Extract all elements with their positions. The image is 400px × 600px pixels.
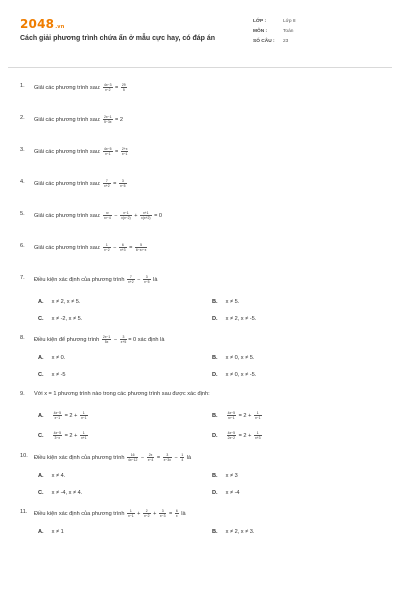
question-1 [20,77,390,109]
answer-options [20,525,390,542]
question-number: 7. [20,275,25,281]
option-a[interactable]: A. x ≠ 4. [38,473,66,479]
question-number: 11. [20,509,28,515]
meta-label: MÔN : [253,29,268,34]
question-text: Giải các phương trình sau: $\frac{7}{x+2}$ = $\frac{3}{x-5}$ [34,179,126,188]
formula-fraction: $\frac{x+1}{x(x+2)}$ [141,211,151,220]
answer-options [20,407,390,427]
option-d[interactable]: D. x ≠ 2, x ≠ -5. [212,316,257,322]
formula-fraction: $\frac{3}{x-5}$ [119,179,126,188]
formula-fraction: $\frac{5}{\text{6−x²−x}}$ [135,243,147,252]
formula-fraction: $\frac{16}{4x-12}$ [128,453,138,462]
formula-fraction: $\frac{2+x}{x-1}$ [121,147,128,156]
question-number: 2. [20,115,25,121]
question-text: Giải các phương trình sau: $\frac{\text{x²}}{\text{x²−4}}$ − $\frac{x-1}{x(x-2)}$ + $\frac{x+1}{x(x+2)}$ = 0 [34,211,163,220]
meta-value: 23 [283,39,289,44]
answer-options [20,486,390,503]
question-text: Điều kiện xác định của phương trình $\frac{1}{x-1}$ + $\frac{2}{x-2}$ + $\frac{3}{x-3}$ = $\frac{6}{x}$ là [34,509,186,518]
question-text: Điều kiện xác định của phương trình $\frac{7}{x+2}$ − $\frac{3}{x-5}$ là [34,275,158,284]
question-text: Giải các phương trình sau: $\frac{4x-5}{x-1}$ = $\frac{2+x}{x-1}$ [34,147,128,156]
formula-fraction: $\frac{7}{x+2}$ [128,275,134,284]
question-number: 4. [20,179,25,185]
question-8 [20,329,390,351]
question-text: Điều kiện để phương trình $\frac{2x-1}{5x}$ − $\frac{3}{x+5}$ = 0 xác định là [34,335,165,344]
formula-fraction: $\frac{3}{x-5}$ [143,275,150,284]
formula-fraction: $\frac{2x-1}{5x}$ [102,335,111,344]
question-number: 9. [20,391,25,397]
option-b[interactable]: B. x ≠ 5. [212,299,240,305]
question-9 [20,385,390,407]
question-text: Điều kiện xác định của phương trình $\frac{16}{4x-12}$ − $\frac{2x}{x-4}$ = $\frac{3}{x-3x}$ − $\frac{1}{4}$ là [34,453,192,462]
option-c[interactable]: C. $\frac{4x-5}{3-x}$ = 2 + $\frac{1}{x+1}$ [38,431,87,440]
meta-value: Toán [283,29,294,34]
formula-fraction: $\frac{2x-1}{5-3x}$ [104,115,112,124]
formula-fraction: $\frac{29}{5}$ [121,83,126,92]
formula-fraction: $\frac{6}{x}$ [175,509,178,518]
option-b[interactable]: B. $\frac{4x-5}{\text{x²−1}}$ = 2 + $\frac{1}{x-1}$ [212,411,261,420]
question-text: Với x = 1 phương trình nào trong các phương trình sau được xác định: [34,391,210,397]
question-number: 1. [20,83,25,89]
question-7 [20,269,390,295]
formula-fraction: $\frac{2}{x-2}$ [143,509,150,518]
answer-options [20,368,390,385]
answer-options [20,312,390,329]
question-3 [20,141,390,173]
option-a[interactable]: A. x ≠ 1 [38,529,64,535]
option-b[interactable]: B. x ≠ 2, x ≠ 3. [212,529,255,535]
answer-options [20,295,390,312]
formula-fraction: $\frac{4x-3}{x-2}$ [104,83,112,92]
formula-fraction: $\frac{3}{x+5}$ [120,335,127,344]
option-d[interactable]: D. x ≠ 0, x ≠ -5. [212,372,257,378]
formula-fraction: $\frac{\text{x²}}{\text{x²−4}}$ [104,211,111,220]
question-text: Giải các phương trình sau: $\frac{4x-3}{x-2}$ = $\frac{29}{5}$ [34,83,126,92]
question-number: 5. [20,211,25,217]
formula-fraction: $\frac{3}{x-3x}$ [163,453,171,462]
question-number: 6. [20,243,25,249]
option-d[interactable]: D. x ≠ -4 [212,490,240,496]
option-a[interactable]: A. $\frac{4x-5}{x-1}$ = 2 + $\frac{1}{x-1}$ [38,411,87,420]
header-divider [8,67,392,68]
document-header [0,0,400,60]
option-d[interactable]: D. $\frac{4x-5}{2x-2}$ = 2 + $\frac{1}{x+3}$ [212,431,261,440]
option-a[interactable]: A. x ≠ 2, x ≠ 5. [38,299,81,305]
question-5 [20,205,390,237]
formula-fraction: $\frac{2x}{x-4}$ [147,453,154,462]
option-c[interactable]: C. x ≠ -2, x ≠ 5. [38,316,83,322]
answer-options [20,469,390,486]
option-c[interactable]: C. x ≠ -4, x ≠ 4. [38,490,83,496]
option-b[interactable]: B. x ≠ 3 [212,473,238,479]
question-number: 10. [20,453,28,459]
document-meta [253,17,295,47]
question-number: 3. [20,147,25,153]
option-c[interactable]: C. x ≠ -5 [38,372,66,378]
question-10 [20,447,390,469]
formula-fraction: $\frac{x-1}{x(x-2)}$ [121,211,131,220]
formula-fraction: $\frac{6}{x+3}$ [119,243,126,252]
formula-fraction: $\frac{7}{x+2}$ [104,179,110,188]
site-logo[interactable]: 2048.vn [20,17,65,31]
answer-options [20,351,390,368]
option-a[interactable]: A. x ≠ 0. [38,355,66,361]
question-4 [20,173,390,205]
question-text: Giải các phương trình sau: $\frac{2x-1}{5-3x}$ = 2 [34,115,123,124]
option-b[interactable]: B. x ≠ 0, x ≠ 5. [212,355,255,361]
question-list [20,77,390,542]
question-2 [20,109,390,141]
formula-fraction: $\frac{1}{x-1}$ [128,509,134,518]
formula-fraction: $\frac{3}{x-3}$ [159,509,166,518]
answer-options [20,427,390,447]
formula-fraction: $\frac{1}{x-2}$ [104,243,110,252]
meta-label: LỚP : [253,19,267,24]
question-11 [20,503,390,525]
document-title: Cách giải phương trình chứa ẩn ở mẫu cực hay, có đáp án [20,35,216,42]
question-text: Giải các phương trình sau: $\frac{1}{x-2}$ − $\frac{6}{x+3}$ = $\frac{5}{\text{6−x²−x}}$ [34,243,147,252]
formula-fraction: $\frac{1}{4}$ [181,453,184,462]
formula-fraction: $\frac{4x-5}{x-1}$ [104,147,112,156]
question-number: 8. [20,335,25,341]
meta-value: Lớp 8 [283,19,296,24]
meta-label: SỐ CÂU : [253,39,275,44]
question-6 [20,237,390,269]
